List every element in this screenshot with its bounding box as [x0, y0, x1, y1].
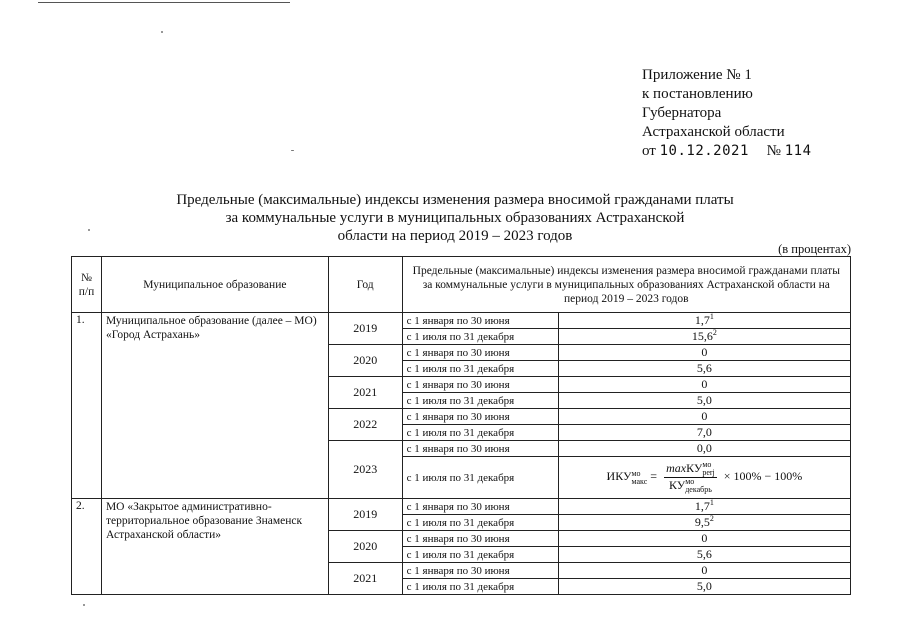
table-row — [72, 313, 851, 329]
value-cell: 0 — [558, 345, 850, 361]
year-cell: 2019 — [328, 313, 402, 345]
year-cell: 2020 — [328, 531, 402, 563]
appendix-line: Губернатора — [642, 105, 722, 121]
footnote-mark: 1 — [709, 312, 714, 321]
formula-cell — [558, 457, 850, 499]
period-cell: с 1 июля по 31 декабря — [402, 547, 558, 563]
value-cell: 0 — [558, 409, 850, 425]
value-cell: 5,6 — [558, 361, 850, 377]
formula-lhs-sup: мо — [631, 468, 641, 478]
value-cell: 5,0 — [558, 579, 850, 595]
footnote-mark: 2 — [709, 514, 714, 523]
municipality-name: Муниципальное образование (далее – МО) «Город Астрахань» — [101, 313, 328, 499]
period-cell: с 1 января по 30 июня — [402, 377, 558, 393]
scan-speck — [88, 229, 90, 231]
top-rule-line — [38, 2, 290, 3]
year-cell: 2022 — [328, 409, 402, 441]
period-cell: с 1 января по 30 июня — [402, 563, 558, 579]
value-cell: 0 — [558, 563, 850, 579]
period-cell: с 1 января по 30 июня — [402, 531, 558, 547]
formula-den-sub: декабрь — [685, 485, 712, 495]
row-number: 2. — [72, 499, 102, 595]
appendix-date-line — [642, 142, 812, 161]
value-cell: 5,0 — [558, 393, 850, 409]
value-text: 1,7 — [694, 499, 710, 513]
appendix-line: Приложение № 1 — [642, 67, 752, 83]
period-cell: с 1 января по 30 июня — [402, 441, 558, 457]
appendix-line: Астраханской области — [642, 124, 785, 140]
scan-speck — [83, 604, 85, 606]
document-title — [150, 191, 760, 245]
period-cell: с 1 июля по 31 декабря — [402, 361, 558, 377]
formula-denominator — [664, 478, 717, 494]
formula-fraction — [664, 461, 717, 495]
date-stamp: 10.12.2021 — [659, 143, 749, 159]
value-cell: 0 — [558, 531, 850, 547]
year-cell: 2019 — [328, 499, 402, 531]
title-line: области на период 2019 – 2023 годов — [337, 228, 573, 244]
period-cell: с 1 июля по 31 декабря — [402, 515, 558, 531]
period-cell: с 1 июля по 31 декабря — [402, 425, 558, 441]
formula-lhs-scripts — [631, 470, 647, 486]
formula-den-ku: КУ — [668, 478, 686, 492]
period-cell: с 1 января по 30 июня — [402, 345, 558, 361]
header-year: Год — [328, 257, 402, 313]
period-cell: с 1 июля по 31 декабря — [402, 393, 558, 409]
formula-den-scripts — [685, 478, 712, 494]
formula-num-sub: perj — [702, 468, 715, 477]
year-cell: 2021 — [328, 377, 402, 409]
year-cell: 2021 — [328, 563, 402, 595]
value-cell — [558, 329, 850, 345]
value-text: 9,5 — [694, 515, 710, 529]
value-cell: 0 — [558, 377, 850, 393]
scan-speck — [161, 31, 163, 33]
formula-equals: = — [650, 469, 658, 484]
period-cell: с 1 июля по 31 декабря — [402, 579, 558, 595]
formula-lhs-sub: макс — [631, 476, 648, 486]
scan-speck — [291, 150, 294, 151]
period-cell: с 1 июля по 31 декабря — [402, 329, 558, 345]
period-cell: с 1 января по 30 июня — [402, 409, 558, 425]
header-index: Предельные (максимальные) индексы изменения размера вносимой гражданами платы за коммунальные услуги в муниципальных образованиях Астраханской области на период 2019 – 2023 годов — [402, 257, 850, 313]
number-stamp: 114 — [784, 143, 812, 159]
title-line: за коммунальные услуги в муниципальных образованиях Астраханской — [225, 210, 685, 226]
index-formula — [606, 460, 803, 495]
appendix-block — [642, 66, 812, 161]
formula-tail: × 100% − 100% — [723, 469, 803, 484]
title-line: Предельные (максимальные) индексы изменения размера вносимой гражданами платы — [176, 192, 734, 208]
units-note: (в процентах) — [778, 242, 851, 256]
footnote-mark: 2 — [712, 328, 717, 337]
formula-max: max — [666, 460, 687, 475]
header-num: № п/п — [72, 257, 102, 313]
period-cell: с 1 января по 30 июня — [402, 313, 558, 329]
value-text: 1,7 — [694, 313, 710, 327]
number-sign: № — [766, 143, 781, 159]
value-cell — [558, 313, 850, 329]
value-cell — [558, 515, 850, 531]
formula-den-sup: мо — [685, 477, 695, 487]
value-cell: 7,0 — [558, 425, 850, 441]
footnote-mark: 1 — [709, 498, 714, 507]
value-cell — [558, 499, 850, 515]
formula-num-ku: КУ — [686, 460, 703, 475]
appendix-line: к постановлению — [642, 86, 753, 102]
indices-table — [71, 256, 851, 595]
formula-num-sup: мо — [702, 460, 712, 469]
year-cell: 2023 — [328, 441, 402, 499]
period-cell: с 1 января по 30 июня — [402, 499, 558, 515]
municipality-name: МО «Закрытое административно-территориальное образование Знаменск Астраханской области» — [101, 499, 328, 595]
value-cell: 0,0 — [558, 441, 850, 457]
period-cell: с 1 июля по 31 декабря — [402, 457, 558, 499]
year-cell: 2020 — [328, 345, 402, 377]
row-number: 1. — [72, 313, 102, 499]
formula-num-scripts — [702, 461, 714, 477]
table-row — [72, 499, 851, 515]
formula-lhs: ИКУ — [606, 469, 632, 484]
header-mo: Муниципальное образование — [101, 257, 328, 313]
formula-numerator — [664, 461, 717, 478]
date-prefix: от — [642, 143, 656, 159]
value-text: 15,6 — [691, 329, 713, 343]
table-header-row — [72, 257, 851, 313]
value-cell: 5,6 — [558, 547, 850, 563]
